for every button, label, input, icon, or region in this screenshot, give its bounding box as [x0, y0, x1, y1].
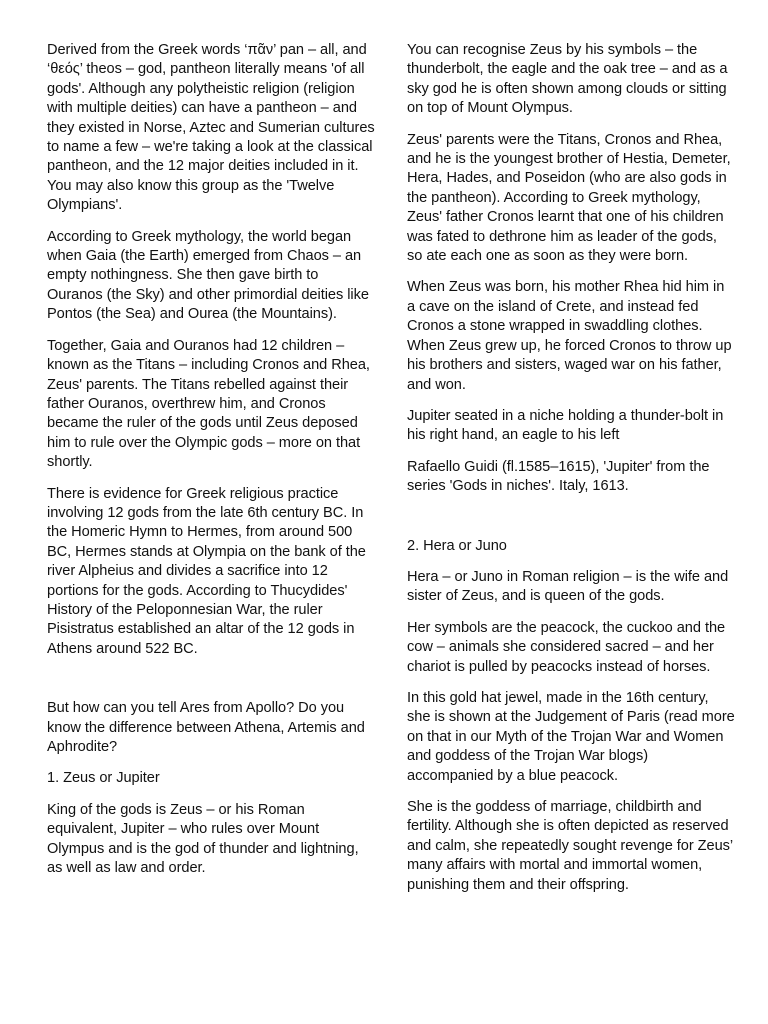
paragraph-zeus-intro: King of the gods is Zeus – or his Roman equivalent, Jupiter – who rules over Mount Olympus and is the god of thunder and lightning, as well as law and order. — [47, 801, 359, 877]
paragraph-zeus-parents: Zeus' parents were the Titans, Cronos and Rhea, and he is the youngest brother of Hestia, Demeter, Hera, Hades, and Poseidon (who are also gods in the pantheon). According to Greek mythology, Zeus' father Cronos learnt that one of his children was fated to dethrone him as leader of the gods, so ate each one as soon as they were born. — [407, 131, 731, 265]
paragraph-question: But how can you tell Ares from Apollo? Do you know the difference between Athena, Artemis and Aphrodite? — [47, 700, 365, 755]
paragraph-zeus-birth: When Zeus was born, his mother Rhea hid him in a cave on the island of Crete, and instead fed Cronos a stone wrapped in swaddling clothes. When Zeus grew up, he forced Cronos to throw up his brothers and sisters, waged war on his father, and won. — [407, 279, 732, 393]
paragraph-hera-symbols: Her symbols are the peacock, the cuckoo and the cow – animals she considered sacred – and her chariot is pulled by peacocks instead of horses. — [407, 619, 726, 675]
paragraph-historical-evidence: There is evidence for Greek religious practice involving 12 gods from the late 6th century BC. In the Homeric Hymn to Hermes, from around 500 BC, Hermes stands at Olympia on the bank of the river Alpheius and divides a sacrifice into 12 portions for the gods. According to Thucydides' History of the Peloponnesian War, the ruler Pisistratus established an altar of the 12 gods in Athens around 522 BC. — [47, 485, 366, 657]
paragraph-hera-jewel: In this gold hat jewel, made in the 16th century, she is shown at the Judgement of Paris (read more on that in our Myth of the Trojan War and Women and goddess of the Trojan War blogs) accompanied by a blue peacock. — [407, 689, 735, 784]
paragraph-titans: Together, Gaia and Ouranos had 12 children – known as the Titans – including Cronos and Rhea, Zeus' parents. The Titans rebelled against their father Ouranos, overthrew him, and Cronos became the ruler of the gods until Zeus deposed him to rule over the Olympic gods – more on that shortly. — [47, 337, 370, 471]
image-credit-jupiter: Rafaello Guidi (fl.1585–1615), 'Jupiter' from the series 'Gods in niches'. Italy, 1613. — [407, 458, 710, 495]
paragraph-hera-goddess: She is the goddess of marriage, childbirth and fertility. Although she is often depicted as reserved and calm, she repeatedly sought revenge for Zeus’ many affairs with mortal and immortal women, punishing them and their offspring. — [407, 799, 733, 893]
right-column — [407, 41, 735, 907]
section-heading-hera: 2. Hera or Juno — [407, 537, 507, 554]
paragraph-creation-myth: According to Greek mythology, the world began when Gaia (the Earth) emerged from Chaos – an empty nothingness. She then gave birth to Ouranos (the Sky) and other primordial deities like Pontos (the Sea) and Ourea (the Mountains). — [47, 228, 369, 323]
left-column — [47, 41, 377, 890]
section-heading-zeus: 1. Zeus or Jupiter — [47, 770, 160, 787]
paragraph-pantheon-etymology: Derived from the Greek words ‘πᾶν’ pan – all, and ‘θεός’ theos – god, pantheon literally means 'of all gods'. Although any polytheistic religion (religion with multiple deities) can have a pantheon – and they existed in Norse, Aztec and Sumerian cultures to name a few – we're taking a look at the classical pantheon, and the 12 major deities included in it. You may also know this group as the 'Twelve Olympians'. — [47, 42, 375, 214]
paragraph-zeus-symbols: You can recognise Zeus by his symbols – the thunderbolt, the eagle and the oak tree – and as a sky god he is often shown among clouds or sitting on top of Mount Olympus. — [407, 42, 728, 117]
image-caption-jupiter: Jupiter seated in a niche holding a thunder-bolt in his right hand, an eagle to his left — [407, 407, 724, 444]
paragraph-hera-intro: Hera – or Juno in Roman religion – is the wife and sister of Zeus, and is queen of the gods. — [407, 568, 729, 605]
